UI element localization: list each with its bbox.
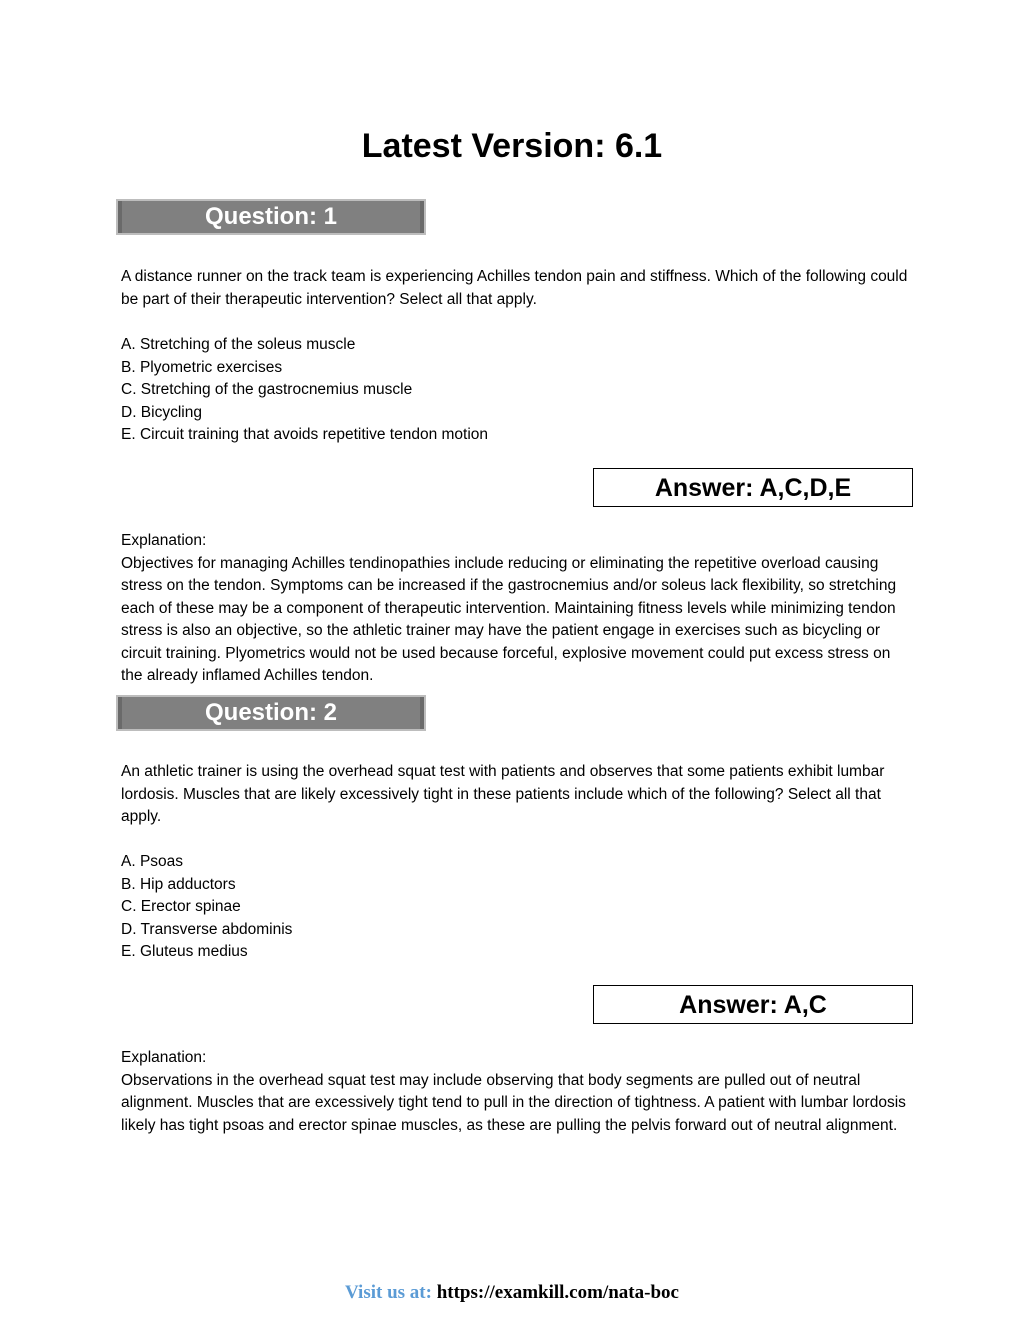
question-2-text: [121, 761, 911, 829]
question-1-stem: A distance runner on the track team is experiencing Achilles tendon pain and stiffness. Which of the following could be part of their therapeutic intervention? Select all that apply.: [121, 268, 908, 308]
option-1b: B. Plyometric exercises: [121, 358, 283, 376]
option-2c: C. Erector spinae: [121, 898, 241, 915]
explanation-1: [121, 530, 911, 688]
footer: [0, 1281, 1024, 1305]
question-1-label: Question: 1: [204, 203, 337, 230]
question-2-header: [116, 695, 426, 731]
explanation-2: [121, 1047, 911, 1137]
answer-2-text: Answer: A,C: [679, 991, 827, 1019]
option-2a: A. Psoas: [121, 853, 184, 870]
answer-1-box: [593, 468, 913, 507]
question-1-options: [121, 334, 911, 447]
option-1c: C. Stretching of the gastrocnemius muscle: [121, 381, 413, 398]
option-2e: E. Gluteus medius: [121, 943, 248, 960]
question-2-options: [121, 851, 911, 964]
question-1-text: [121, 266, 911, 311]
explanation-1-text: Objectives for managing Achilles tendinopathies include reducing or eliminating the repetitive overload causing stress on the tendon. Symptoms can be increased if the gastrocnemius and/or soleus lack flexibility, so stretching each of these may be a component of therapeutic intervention. Maintaining fitness levels while minimizing tendon stress is also an objective, so the athletic trainer may have the patient engage in exercises such as bicycling or circuit training. Plyometrics would not be used because forceful, explosive movement could put excess stress on the already inflamed Achilles tendon.: [121, 554, 897, 684]
answer-2-box: [593, 985, 913, 1024]
explanation-2-label: Explanation:: [121, 1049, 207, 1066]
answer-1-text: Answer: A,C,D,E: [654, 474, 852, 502]
footer-visit-label: Visit us at:: [345, 1282, 432, 1303]
option-2d: D. Transverse abdominis: [121, 920, 293, 938]
option-1e: E. Circuit training that avoids repetitive tendon motion: [121, 426, 489, 443]
question-1-header: [116, 199, 426, 235]
question-2-stem: An athletic trainer is using the overhead squat test with patients and observes that some patients exhibit lumbar lordosis. Muscles that are likely excessively tight in these patients include which of the following? Select all that apply.: [121, 763, 885, 825]
footer-url-link[interactable]: https://examkill.com/nata-boc: [436, 1282, 679, 1303]
option-2b: B. Hip adductors: [121, 875, 236, 893]
question-2-label: Question: 2: [204, 699, 337, 726]
page-title: Latest Version: 6.1: [361, 127, 663, 165]
explanation-2-text: Observations in the overhead squat test may include observing that body segments are pulled out of neutral alignment. Muscles that are excessively tight tend to pull in the direction of tightness. A patient with lumbar lordosis likely has tight psoas and erector spinae muscles, as these are pulling the pelvis forward out of neutral alignment.: [121, 1071, 906, 1134]
option-1d: D. Bicycling: [121, 403, 202, 421]
explanation-1-label: Explanation:: [121, 532, 207, 549]
option-1a: A. Stretching of the soleus muscle: [121, 336, 356, 353]
